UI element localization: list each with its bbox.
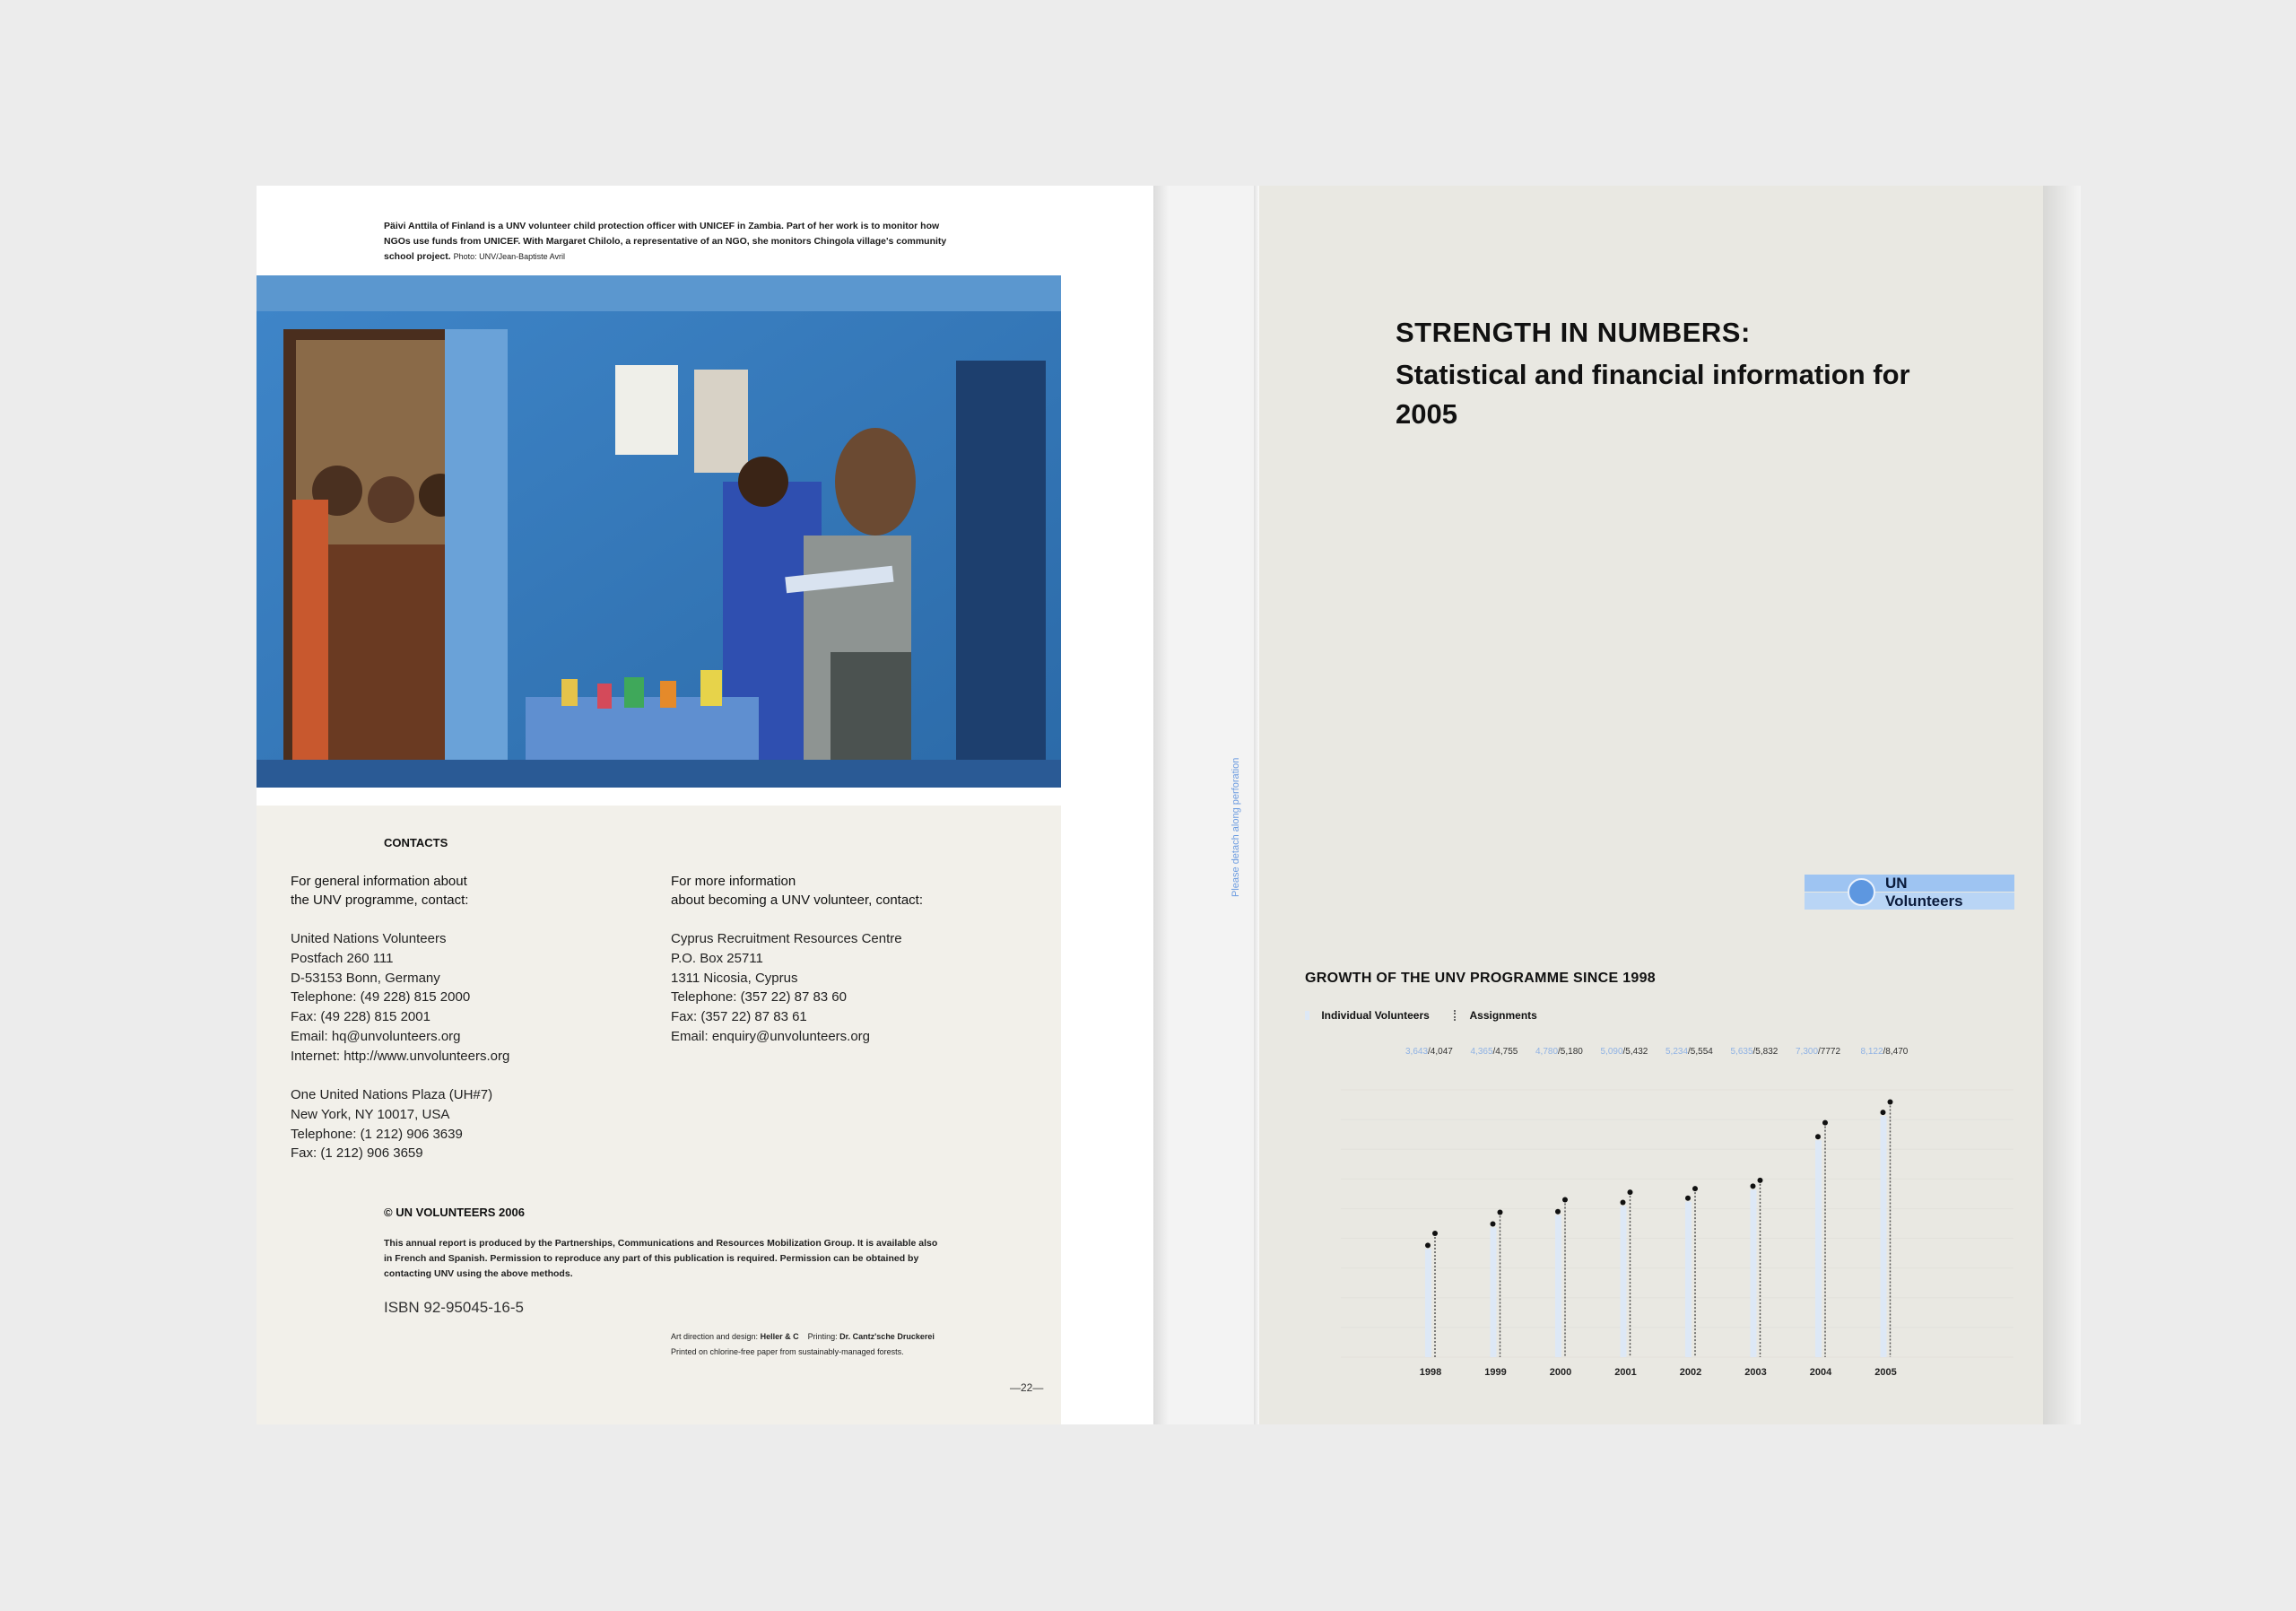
section-title: STRENGTH IN NUMBERS: — [1396, 317, 1751, 348]
spine-shadow — [1153, 186, 1170, 1424]
value-label-assignments: /5,432 — [1622, 1047, 1648, 1057]
heading-line: For more information — [671, 874, 796, 889]
copyright-text: This annual report is produced by the Partnerships, Communications and Resources Mobilization Group. It is available also in French and Spanish. Permission to reproduce any part of this publication is required. Permission can be obtained by contacting UNV using the above methods. — [384, 1238, 938, 1279]
value-label — [1665, 1047, 1713, 1057]
x-tick-label: 1999 — [1484, 1367, 1507, 1378]
value-label-volunteers: 7,300 — [1796, 1047, 1819, 1057]
heading-line: about becoming a UNV volunteer, contact: — [671, 893, 924, 908]
credit-label: Printing: — [807, 1332, 838, 1341]
value-label-assignments: /4,755 — [1492, 1047, 1518, 1057]
field-photo — [257, 275, 1061, 788]
value-label — [1796, 1047, 1840, 1057]
value-label-assignments: /5,554 — [1688, 1047, 1713, 1057]
address-line: P.O. Box 25711 — [671, 950, 763, 966]
telephone: Telephone: (1 212) 906 3639 — [291, 1126, 463, 1142]
address-line: Postfach 260 111 — [291, 950, 394, 966]
bar-volunteers — [1751, 1189, 1757, 1357]
x-tick-label: 2000 — [1549, 1367, 1572, 1378]
point-volunteers — [1881, 1110, 1886, 1115]
value-label-assignments: /8,470 — [1883, 1047, 1909, 1057]
point-assignments — [1758, 1178, 1763, 1183]
value-label — [1861, 1047, 1909, 1057]
point-assignments — [1432, 1231, 1438, 1236]
fax: Fax: (49 228) 815 2001 — [291, 1009, 430, 1025]
perforation-note: Please detach along perforation — [1231, 757, 1241, 897]
address-line: One United Nations Plaza (UH#7) — [291, 1087, 493, 1102]
unv-logo — [1805, 875, 2014, 910]
point-assignments — [1888, 1100, 1893, 1105]
email-link[interactable]: Email: hq@unvolunteers.org — [291, 1028, 461, 1044]
point-assignments — [1628, 1189, 1633, 1195]
design-credits — [671, 1329, 935, 1360]
legend-label: Individual Volunteers — [1321, 1008, 1430, 1022]
fax: Fax: (1 212) 906 3659 — [291, 1145, 423, 1162]
value-label — [1535, 1047, 1583, 1057]
telephone: Telephone: (49 228) 815 2000 — [291, 989, 471, 1006]
isbn: ISBN 92-95045-16-5 — [384, 1299, 524, 1316]
point-volunteers — [1491, 1221, 1496, 1226]
photo-credit: Photo: UNV/Jean-Baptiste Avril — [453, 252, 566, 261]
point-volunteers — [1555, 1209, 1561, 1215]
credit-value: Heller & C — [760, 1332, 799, 1341]
email-link[interactable]: Email: enquiry@unvolunteers.org — [671, 1028, 871, 1044]
value-label-volunteers: 5,234 — [1665, 1047, 1689, 1057]
point-volunteers — [1621, 1199, 1626, 1205]
point-volunteers — [1751, 1183, 1756, 1189]
contacts-heading: CONTACTS — [384, 836, 448, 849]
volunteer-info-heading — [671, 872, 923, 910]
legend-swatch-volunteers — [1305, 1011, 1309, 1020]
right-page-shadow — [2043, 186, 2081, 1424]
value-label-volunteers: 3,643 — [1405, 1047, 1429, 1057]
bar-volunteers — [1815, 1140, 1822, 1357]
address-line: D-53153 Bonn, Germany — [291, 970, 440, 986]
value-label — [1471, 1047, 1518, 1057]
x-tick-label: 2003 — [1744, 1367, 1767, 1378]
classroom-photo-illustration — [257, 275, 1061, 788]
x-tick-label: 2004 — [1809, 1367, 1832, 1378]
value-label-volunteers: 4,780 — [1535, 1047, 1559, 1057]
logo-band — [1805, 875, 2014, 892]
address-line: New York, NY 10017, USA — [291, 1106, 450, 1122]
logo-text: UN — [1885, 875, 1908, 892]
point-volunteers — [1425, 1242, 1431, 1248]
value-label-assignments: /5,180 — [1558, 1047, 1583, 1057]
caption-text: Päivi Anttila of Finland is a UNV volunteer child protection officer with UNICEF in Zambia. Part of her work is to monitor how NGOs use funds from UNICEF. With Margaret Chilolo, a representative of an NGO, she monitors Chingola village's community school project. — [384, 221, 947, 262]
website-link[interactable]: Internet: http://www.unvolunteers.org — [291, 1048, 510, 1064]
heading-line: the UNV programme, contact: — [291, 893, 469, 908]
bar-volunteers — [1621, 1206, 1627, 1357]
value-label-assignments: /5,832 — [1752, 1047, 1779, 1057]
legend-swatch-assignments — [1454, 1010, 1457, 1021]
general-info-heading — [291, 872, 468, 910]
point-assignments — [1498, 1210, 1503, 1215]
value-label — [1405, 1047, 1453, 1057]
point-volunteers — [1815, 1134, 1821, 1139]
point-assignments — [1562, 1197, 1568, 1202]
x-tick-label: 2002 — [1679, 1367, 1702, 1378]
value-label-assignments: /7772 — [1818, 1047, 1841, 1057]
heading-line: For general information about — [291, 874, 467, 889]
address-line: 1311 Nicosia, Cyprus — [671, 970, 798, 986]
value-label — [1601, 1047, 1648, 1057]
un-emblem-icon — [1848, 878, 1875, 906]
telephone: Telephone: (357 22) 87 83 60 — [671, 989, 847, 1006]
detachable-flap — [1170, 186, 1257, 1424]
x-tick-label: 2005 — [1874, 1367, 1897, 1378]
bonn-address — [291, 929, 509, 1067]
point-assignments — [1822, 1120, 1828, 1126]
value-label-volunteers: 8,122 — [1860, 1047, 1883, 1057]
legend-label: Assignments — [1469, 1008, 1537, 1022]
cyprus-address — [671, 929, 902, 1047]
growth-chart — [1305, 1036, 2022, 1386]
logo-text: Volunteers — [1885, 893, 1963, 910]
new-york-address — [291, 1085, 492, 1163]
bar-volunteers — [1555, 1215, 1561, 1357]
point-volunteers — [1685, 1196, 1691, 1201]
x-tick-label: 1998 — [1419, 1367, 1442, 1378]
value-label-volunteers: 5,635 — [1730, 1047, 1753, 1057]
address-line: Cyprus Recruitment Resources Centre — [671, 931, 902, 946]
bar-volunteers — [1685, 1202, 1692, 1357]
fax: Fax: (357 22) 87 83 61 — [671, 1009, 807, 1025]
bar-volunteers — [1425, 1249, 1431, 1357]
address-line: United Nations Volunteers — [291, 931, 447, 946]
value-label-volunteers: 5,090 — [1600, 1047, 1623, 1057]
credit-label: Art direction and design: — [671, 1332, 759, 1341]
chart-legend — [1305, 1008, 1537, 1022]
value-label — [1731, 1047, 1779, 1057]
x-tick-label: 2001 — [1614, 1367, 1637, 1378]
value-label-volunteers: 4,365 — [1470, 1047, 1493, 1057]
section-subtitle: Statistical and financial information for 2005 — [1396, 359, 1910, 430]
bar-volunteers — [1491, 1227, 1497, 1357]
photo-caption — [384, 219, 958, 265]
page-number: —22— — [1010, 1381, 1044, 1394]
chart-heading: GROWTH OF THE UNV PROGRAMME SINCE 1998 — [1305, 971, 1656, 986]
copyright-heading: © UN VOLUNTEERS 2006 — [384, 1206, 525, 1219]
credit-value: Dr. Cantz'sche Druckerei — [839, 1332, 935, 1341]
paper-note: Printed on chlorine-free paper from sustainably-managed forests. — [671, 1347, 904, 1356]
value-label-assignments: /4,047 — [1428, 1047, 1453, 1057]
bar-volunteers — [1881, 1116, 1887, 1357]
point-assignments — [1692, 1186, 1698, 1191]
